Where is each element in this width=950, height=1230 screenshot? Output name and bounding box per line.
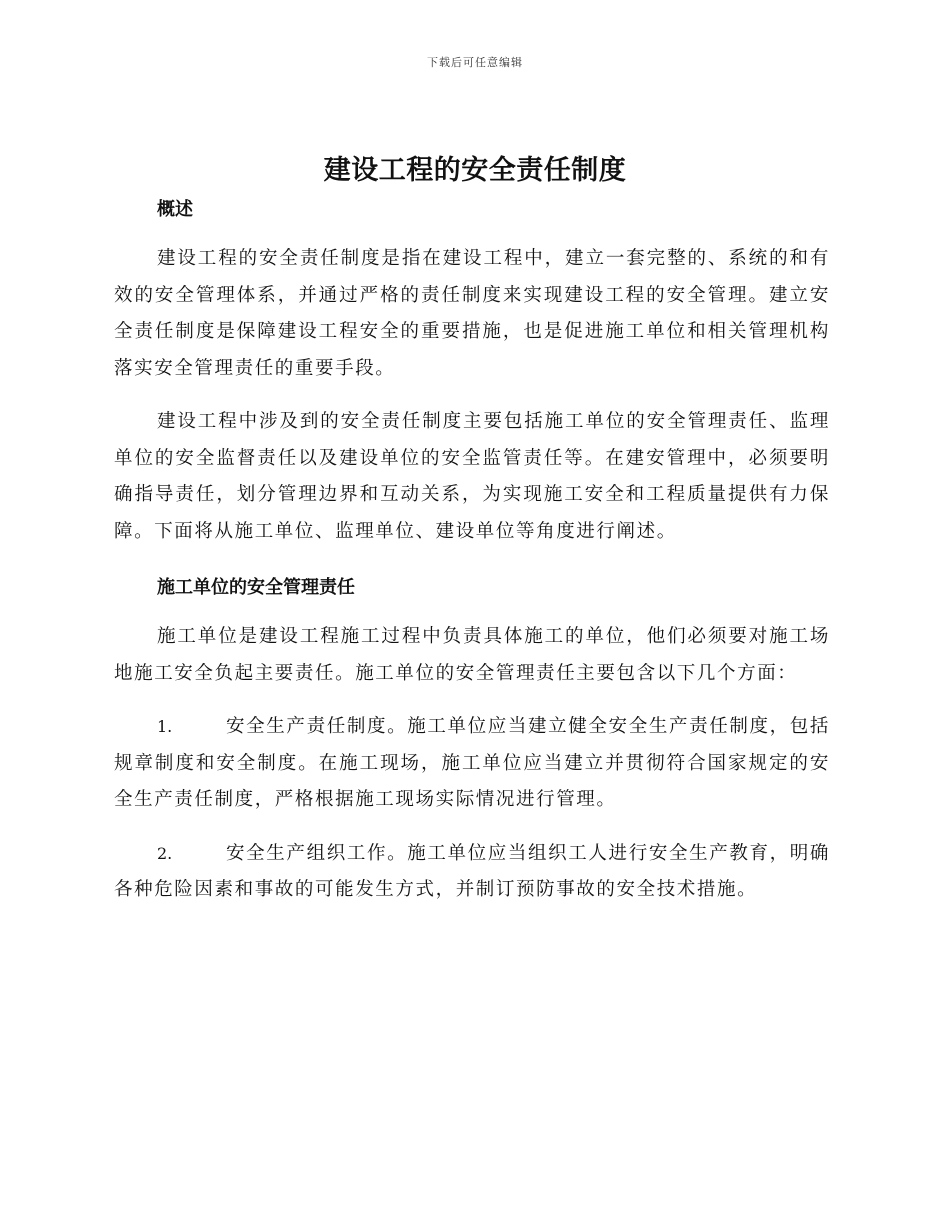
section-heading-overview: 概述 — [157, 199, 193, 220]
list-item-number: 1. — [157, 717, 173, 736]
list-item — [114, 836, 830, 909]
list-item-text: 安全生产组织工作。施工单位应当组织工人进行安全生产教育，明确各种危险因素和事故的可能发生方式，并制订预防事故的安全技术措施。 — [114, 842, 830, 900]
list-item-number: 2. — [157, 843, 173, 863]
list-item — [114, 709, 830, 819]
overview-paragraph-2: 建设工程中涉及到的安全责任制度主要包括施工单位的安全管理责任、监理单位的安全监督责任以及建设单位的安全监管责任等。在建安管理中，必须要明确指导责任，划分管理边界和互动关系，为实现施工安全和工程质量提供有力保障。下面将从施工单位、监理单位、建设单位等角度进行阐述。 — [114, 411, 830, 542]
overview-paragraph-1: 建设工程的安全责任制度是指在建设工程中，建立一套完整的、系统的和有效的安全管理体系，并通过严格的责任制度来实现建设工程的安全管理。建立安全责任制度是保障建设工程安全的重要措施，也是促进施工单位和相关管理机构落实安全管理责任的重要手段。 — [114, 248, 830, 379]
list-item-text: 安全生产责任制度。施工单位应当建立健全安全生产责任制度，包括规章制度和安全制度。在施工现场，施工单位应当建立并贯彻符合国家规定的安全生产责任制度，严格根据施工现场实际情况进行管理。 — [114, 716, 830, 810]
section-heading-construction-unit: 施工单位的安全管理责任 — [157, 577, 355, 598]
document-title: 建设工程的安全责任制度 — [323, 155, 627, 186]
document-body — [114, 192, 830, 909]
construction-unit-intro-paragraph: 施工单位是建设工程施工过程中负责具体施工的单位，他们必须要对施工场地施工安全负起主要责任。施工单位的安全管理责任主要包含以下几个方面： — [114, 626, 830, 684]
page-header-note: 下载后可任意编辑 — [427, 56, 523, 69]
